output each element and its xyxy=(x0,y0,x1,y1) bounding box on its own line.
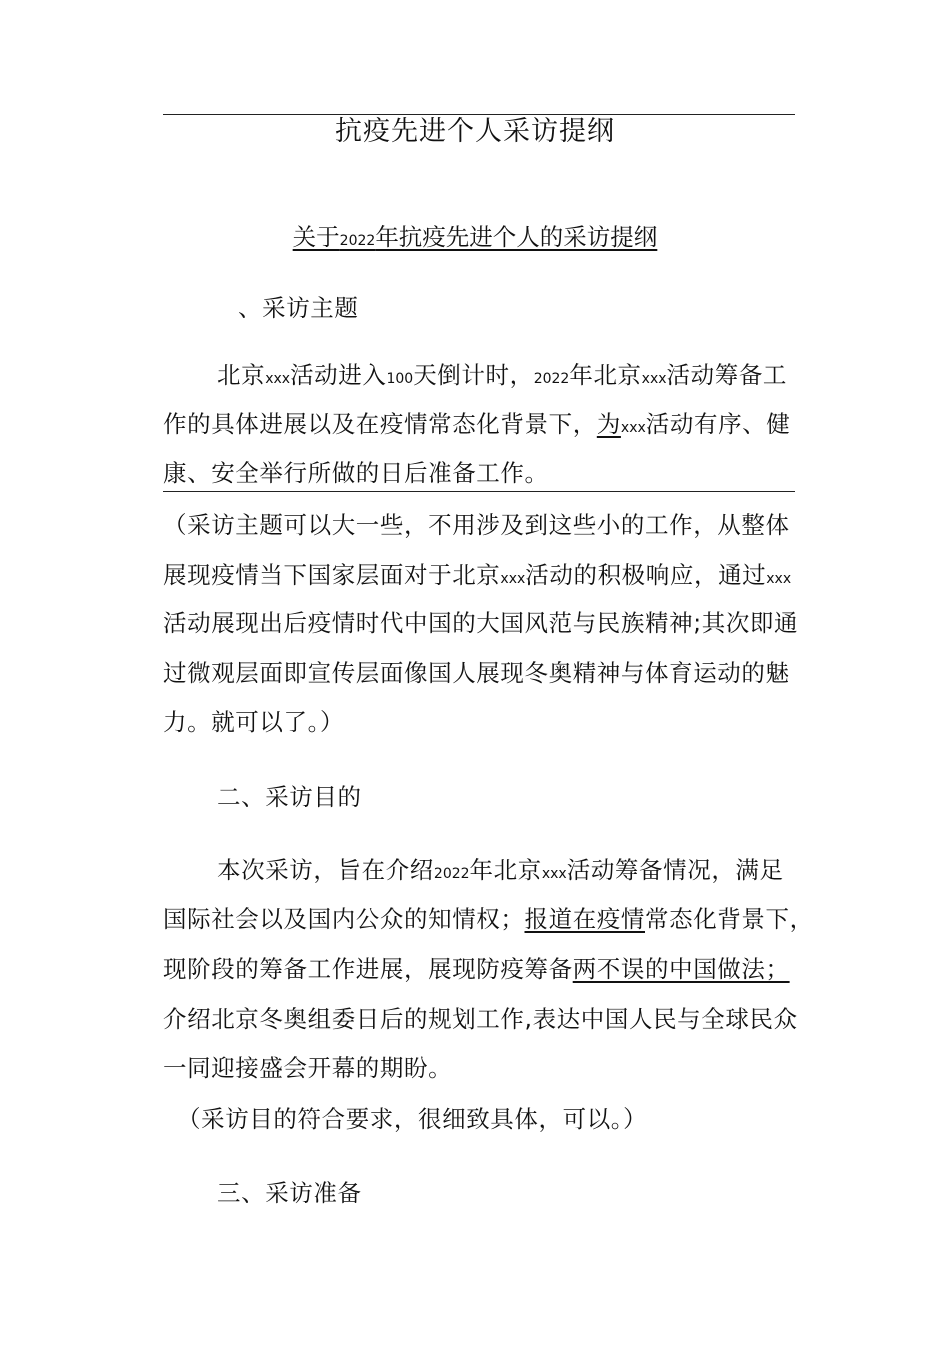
text-run: xxx xyxy=(620,420,646,436)
text-run: 活动的积极响应，通过 xyxy=(525,561,767,589)
text-run: 活动有序、健 xyxy=(645,410,791,438)
section3-heading: 三、采访准备 xyxy=(217,1179,362,1207)
section1-comment-line1: （采访主题可以大一些，不用涉及到这些小的工作，从整体 xyxy=(163,511,790,539)
section1-heading: 、采访主题 xyxy=(238,294,359,322)
subtitle-pre: 关于 xyxy=(292,223,340,251)
section1-body-line1 xyxy=(217,360,787,394)
text-run: xxx xyxy=(500,571,526,587)
section1-comment-line2 xyxy=(163,560,791,594)
section1-comment-line4: 过微观层面即宣传层面像国人展现冬奥精神与体育运动的魅 xyxy=(163,659,790,687)
section2-body-line5: 一同迎接盛会开幕的期盼。 xyxy=(163,1054,453,1082)
text-run: 活动进入 xyxy=(290,361,387,389)
text-run: xxx xyxy=(541,866,567,882)
section2-body-line2 xyxy=(163,904,814,934)
section2-body-line3 xyxy=(163,954,790,984)
text-run: 现阶段的筹备工作进展，展现防疫筹备 xyxy=(163,955,573,983)
section1-body-line3: 康、安全举行所做的日后准备工作。 xyxy=(163,459,549,487)
underlined-text: 为 xyxy=(596,410,621,438)
underlined-text: 两不误的中国做法； xyxy=(572,955,790,983)
document-subtitle xyxy=(0,222,950,256)
text-run: 年北京 xyxy=(469,856,542,884)
text-run: 2022 xyxy=(533,371,570,387)
section1-body-line2 xyxy=(163,409,790,443)
text-run: xxx xyxy=(766,571,792,587)
section2-body-line1 xyxy=(217,855,784,889)
document-title: 抗疫先进个人采访提纲 xyxy=(335,116,615,147)
text-run: 展现疫情当下国家层面对于北京 xyxy=(163,561,501,589)
text-run: xxx xyxy=(641,371,667,387)
subtitle-year: 2022 xyxy=(339,233,376,249)
underlined-text: 报道在疫情 xyxy=(524,905,645,933)
text-run: 100 xyxy=(386,371,414,387)
section1-comment-line3: 活动展现出后疫情时代中国的大国风范与民族精神;其次即通 xyxy=(163,609,799,637)
text-run: xxx xyxy=(265,371,291,387)
section2-comment: （采访目的符合要求，很细致具体，可以。） xyxy=(177,1105,648,1133)
text-run: 年北京 xyxy=(569,361,642,389)
text-run: 本次采访，旨在介绍 xyxy=(217,856,434,884)
text-run: 作的具体进展以及在疫情常态化背景下， xyxy=(163,410,597,438)
section2-heading: 二、采访目的 xyxy=(217,783,362,811)
subtitle-post: 年抗疫先进个人的采访提纲 xyxy=(375,223,658,251)
text-run: 活动筹备工 xyxy=(666,361,788,389)
text-run: 常态化背景下， xyxy=(645,905,814,933)
section-divider xyxy=(163,491,795,492)
text-run: 国际社会以及国内公众的知情权； xyxy=(163,905,525,933)
text-run: 天倒计时， xyxy=(413,361,534,389)
section1-comment-line5: 力。就可以了。） xyxy=(163,708,345,736)
text-run: 2022 xyxy=(433,866,470,882)
section2-body-line4: 介绍北京冬奥组委日后的规划工作,表达中国人民与全球民众 xyxy=(163,1005,798,1033)
text-run: 活动筹备情况，满足 xyxy=(566,856,784,884)
text-run: 北京 xyxy=(217,361,266,389)
